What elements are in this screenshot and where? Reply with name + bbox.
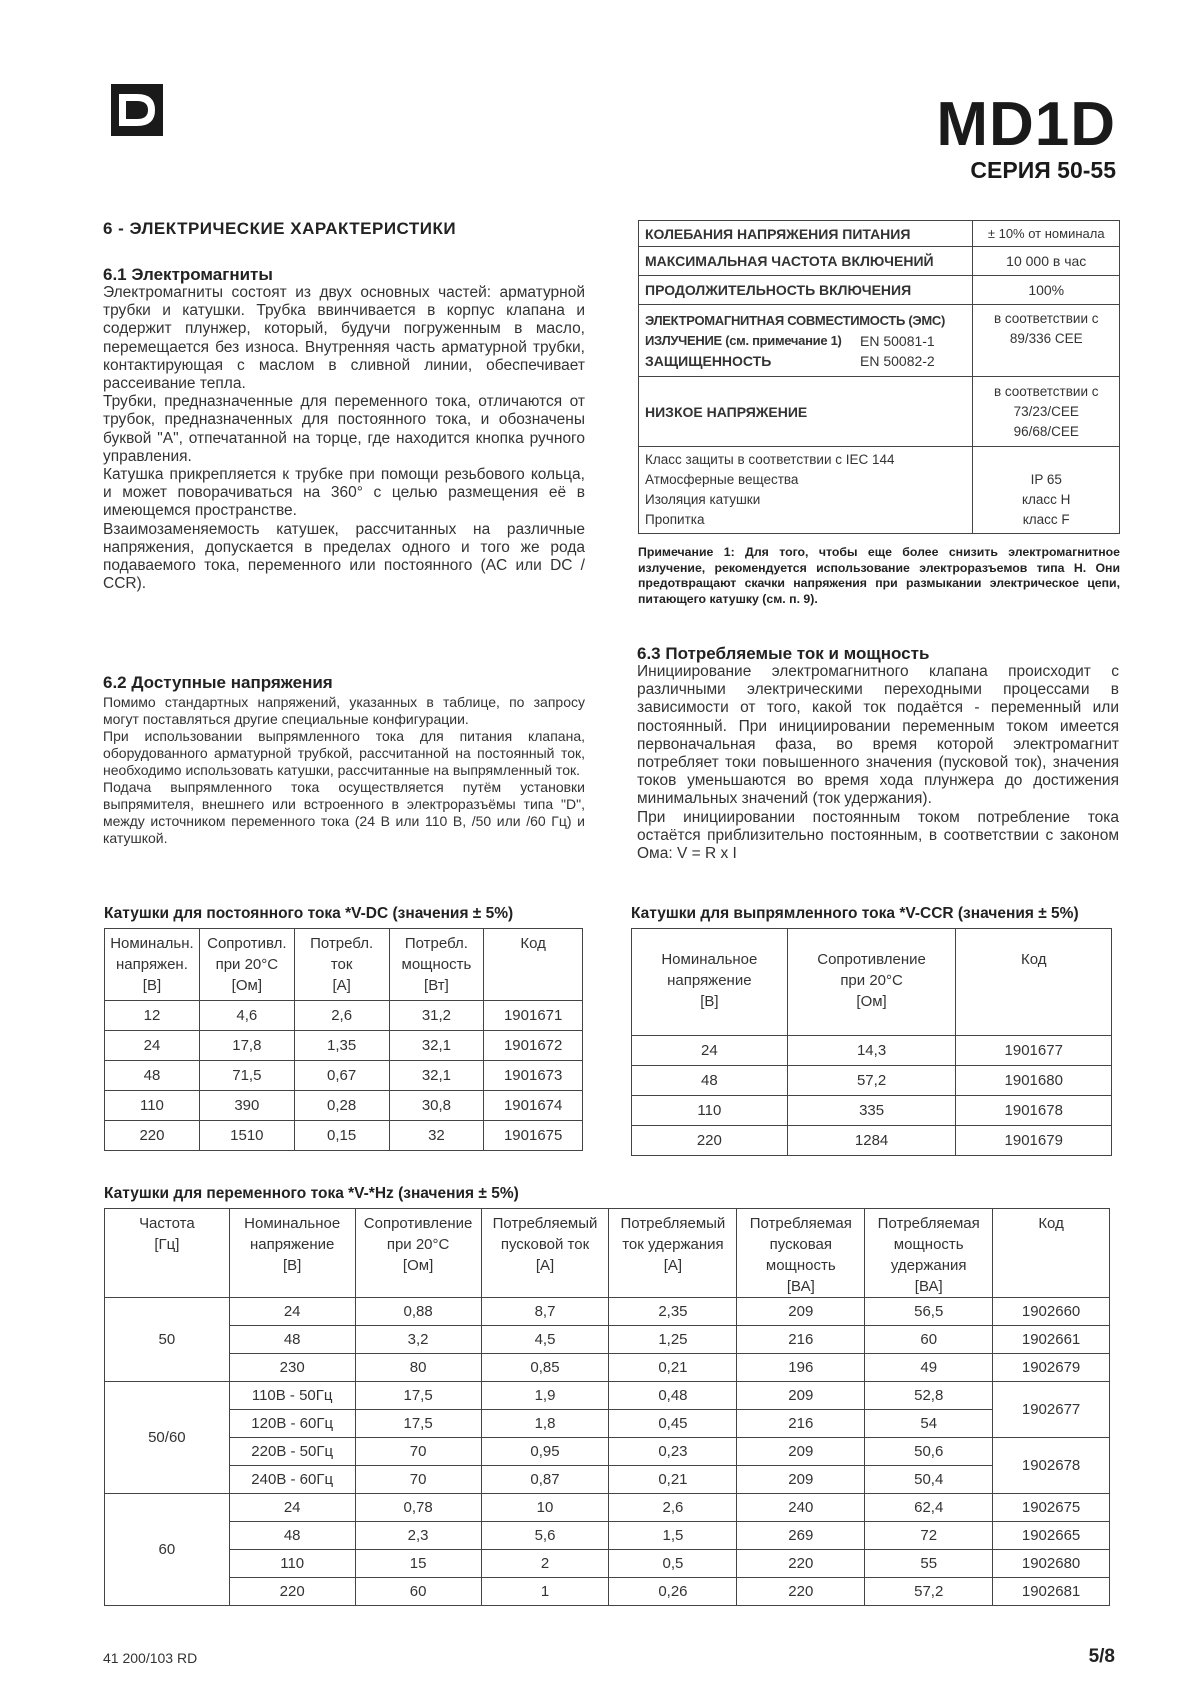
spec-row: [639, 247, 1120, 276]
table-row: [105, 1121, 583, 1151]
table-cell: 0,87: [481, 1466, 609, 1494]
ccr-coil-table: [631, 928, 1112, 1156]
table-cell: 240В - 60Гц: [229, 1466, 355, 1494]
code-cell: 1902678: [993, 1438, 1110, 1494]
table-cell: 50,4: [865, 1466, 993, 1494]
logo-d-icon: [111, 84, 163, 136]
header-cell: [294, 929, 389, 1001]
table-cell: 110: [229, 1550, 355, 1578]
document-code: 41 200/103 RD: [103, 1650, 198, 1666]
header-cell: [355, 1209, 481, 1298]
table-header-row: [105, 1209, 1110, 1298]
table-cell: 209: [737, 1298, 865, 1326]
spec-row: [639, 221, 1120, 247]
page-number: 5/8: [1088, 1646, 1115, 1667]
s61-title: 6.1 Электромагниты: [103, 265, 273, 284]
s61-paragraph: Электромагниты состоят из двух основных частей: арматурной трубки и катушки. Трубка ввинчивается в корпус клапана и содержит плунжер, который, будучи погруженным в масло, перемещается без износа. Внутренняя часть арматурной трубки, контактирующая с маслом в сливной линии, обеспечивает рассеивание тепла.: [103, 284, 585, 393]
table-cell: 0,26: [609, 1578, 737, 1606]
code-cell: 1902661: [993, 1326, 1110, 1354]
header-line: при 20°C: [386, 1236, 450, 1253]
header-line: при 20°C: [840, 972, 903, 989]
emission-standard: EN 50081-1: [860, 332, 935, 349]
table-cell: 0,21: [609, 1354, 737, 1382]
table-row: [632, 1096, 1112, 1126]
table-cell: 1901673: [484, 1061, 583, 1091]
table-cell: 1901675: [484, 1121, 583, 1151]
header-line: [Ом]: [856, 993, 887, 1010]
header-line: Сопротивл.: [207, 935, 287, 952]
table-cell: 0,48: [609, 1382, 737, 1410]
frequency-cell: 50/60: [105, 1382, 230, 1494]
table-cell: 32: [389, 1121, 484, 1151]
table-cell: 1,8: [481, 1410, 609, 1438]
table-cell: 220: [632, 1126, 788, 1156]
table-cell: 57,2: [865, 1578, 993, 1606]
table-cell: 12: [105, 1001, 200, 1031]
header-line: [ВА]: [914, 1278, 943, 1295]
s61-paragraph: Трубки, предназначенные для переменного тока, отличаются от трубок, предназначенных для постоянного тока, и обозначены буквой "А", отпечатанной на торце, где находится кнопка ручного управления.: [103, 393, 585, 465]
table-cell: 1901679: [956, 1126, 1112, 1156]
table-cell: 0,78: [355, 1494, 481, 1522]
header-line: пусковая: [769, 1236, 832, 1253]
table-cell: 1510: [199, 1121, 294, 1151]
table-cell: 4,6: [199, 1001, 294, 1031]
table-row: [105, 1410, 1110, 1438]
spec-label-emc: [639, 305, 973, 377]
table-cell: 14,3: [787, 1036, 956, 1066]
header-line: при 20°C: [215, 956, 279, 973]
s61-paragraph: Катушка прикрепляется к трубке при помощи резьбового кольца, и может поворачиваться на 360° с целью размещения её в имеющемся пространстве.: [103, 466, 585, 520]
table-cell: 31,2: [389, 1001, 484, 1031]
table-cell: 24: [229, 1494, 355, 1522]
ccr-table-caption: Катушки для выпрямленного тока *V-CCR (значения ± 5%): [631, 905, 1079, 922]
header-line: [В]: [142, 977, 162, 994]
s62-paragraph: Помимо стандартных напряжений, указанных в таблице, по запросу могут поставляться другие специальные конфигурации.: [103, 694, 585, 727]
table-cell: 57,2: [787, 1066, 956, 1096]
code-cell: 1902675: [993, 1494, 1110, 1522]
table-cell: 17,5: [355, 1382, 481, 1410]
table-row: [105, 1466, 1110, 1494]
table-cell: 1901672: [484, 1031, 583, 1061]
table-cell: 1,5: [609, 1522, 737, 1550]
header-line: удержания: [890, 1257, 967, 1274]
spec-row-lv: [639, 377, 1120, 447]
table-cell: 0,67: [294, 1061, 389, 1091]
header-line: мощность: [765, 1257, 836, 1274]
table-cell: 220: [105, 1121, 200, 1151]
table-cell: 1284: [787, 1126, 956, 1156]
table-cell: 80: [355, 1354, 481, 1382]
table-cell: 17,8: [199, 1031, 294, 1061]
s63-text: [637, 663, 1119, 863]
table-cell: 1901680: [956, 1066, 1112, 1096]
emc-emission-row: [645, 331, 966, 351]
header-line: напряжение: [249, 1236, 335, 1253]
table-cell: 60: [355, 1578, 481, 1606]
spec-table: [638, 220, 1120, 534]
header-line: [Вт]: [424, 977, 449, 994]
table-cell: 0,15: [294, 1121, 389, 1151]
protection-labels: [639, 447, 973, 534]
header-cell: [481, 1209, 609, 1298]
header-line: Потребляемая: [749, 1215, 852, 1232]
code-cell: 1902677: [993, 1382, 1110, 1438]
table-cell: 230: [229, 1354, 355, 1382]
table-cell: 62,4: [865, 1494, 993, 1522]
section-title: 6 - ЭЛЕКТРИЧЕСКИЕ ХАРАКТЕРИСТИКИ: [103, 219, 457, 238]
spec-row: [639, 276, 1120, 305]
table-header-row: [632, 929, 1112, 1036]
protection-label: Изоляция катушки: [645, 492, 761, 507]
header-line: Потребляемая: [877, 1215, 980, 1232]
frequency-cell: 50: [105, 1298, 230, 1382]
table-cell: 2,35: [609, 1298, 737, 1326]
table-cell: 70: [355, 1438, 481, 1466]
table-cell: 24: [105, 1031, 200, 1061]
table-cell: 120В - 60Гц: [229, 1410, 355, 1438]
header-cell: [956, 929, 1112, 1036]
spec-row-protection: [639, 447, 1120, 534]
table-cell: 2,6: [609, 1494, 737, 1522]
table-cell: 48: [229, 1522, 355, 1550]
header-cell: [737, 1209, 865, 1298]
protection-values: [973, 447, 1120, 534]
code-cell: 1902665: [993, 1522, 1110, 1550]
table-cell: 240: [737, 1494, 865, 1522]
header-line: Номинальн.: [110, 935, 194, 952]
emc-immunity-row: [645, 351, 966, 371]
header-line: мощность: [893, 1236, 964, 1253]
company-logo: [111, 84, 163, 136]
table-cell: 56,5: [865, 1298, 993, 1326]
frequency-cell: 60: [105, 1494, 230, 1606]
header-cell: [632, 929, 788, 1036]
table-row: [105, 1061, 583, 1091]
spec-value-emc: [973, 305, 1120, 377]
emc-value-line: в соответствии с: [993, 311, 1099, 326]
s63-title: 6.3 Потребляемые ток и мощность: [637, 644, 930, 663]
table-cell: 60: [865, 1326, 993, 1354]
table-cell: 0,45: [609, 1410, 737, 1438]
table-cell: 269: [737, 1522, 865, 1550]
table-cell: 4,5: [481, 1326, 609, 1354]
table-cell: 1,9: [481, 1382, 609, 1410]
spec-label: НИЗКОЕ НАПРЯЖЕНИЕ: [639, 377, 973, 447]
table-cell: 52,8: [865, 1382, 993, 1410]
table-cell: 2,6: [294, 1001, 389, 1031]
table-cell: 3,2: [355, 1326, 481, 1354]
table-cell: 209: [737, 1438, 865, 1466]
header-line: ток: [330, 956, 353, 973]
table-cell: 1,35: [294, 1031, 389, 1061]
table-cell: 5,6: [481, 1522, 609, 1550]
header-line: [Ом]: [402, 1257, 434, 1274]
s62-text: [103, 694, 585, 847]
header-cell: [389, 929, 484, 1001]
spec-label: ПРОДОЛЖИТЕЛЬНОСТЬ ВКЛЮЧЕНИЯ: [639, 276, 973, 305]
table-cell: 220: [737, 1550, 865, 1578]
code-cell: 1902681: [993, 1578, 1110, 1606]
table-cell: 24: [632, 1036, 788, 1066]
s61-paragraph: Взаимозаменяемость катушек, рассчитанных на различные напряжения, допускается в пределах одного и того же рода подаваемого тока, переменного или постоянного (AC или DC / CCR).: [103, 520, 585, 593]
code-cell: 1902680: [993, 1550, 1110, 1578]
table-cell: 2,3: [355, 1522, 481, 1550]
header-line: Потребл.: [404, 935, 468, 952]
header-line: [Ом]: [231, 977, 262, 994]
lv-value-line: 73/23/CEE: [1013, 403, 1079, 419]
table-cell: 50,6: [865, 1438, 993, 1466]
header-line: [ВА]: [786, 1278, 815, 1295]
header-line: ток удержания: [622, 1236, 724, 1253]
header-line: [В]: [700, 993, 719, 1010]
table-cell: 335: [787, 1096, 956, 1126]
header-cell: [105, 1209, 230, 1298]
table-cell: 0,88: [355, 1298, 481, 1326]
table-row: [105, 1522, 1110, 1550]
header-line: Код: [1020, 951, 1047, 968]
table-cell: 216: [737, 1410, 865, 1438]
table-cell: 110В - 50Гц: [229, 1382, 355, 1410]
header-line: Потребляемый: [620, 1215, 726, 1232]
header-line: мощность: [401, 956, 472, 973]
header-line: пусковой ток: [500, 1236, 590, 1253]
table-cell: 1901678: [956, 1096, 1112, 1126]
table-cell: 55: [865, 1550, 993, 1578]
table-cell: 32,1: [389, 1061, 484, 1091]
table-cell: 110: [105, 1091, 200, 1121]
table-cell: 32,1: [389, 1031, 484, 1061]
protection-value-blank: [979, 450, 1113, 470]
header-line: Частота: [139, 1215, 195, 1232]
table-cell: 0,28: [294, 1091, 389, 1121]
table-cell: 220: [229, 1578, 355, 1606]
header-cell: [787, 929, 956, 1036]
header-line: напряжение: [667, 972, 752, 989]
table-cell: 1901677: [956, 1036, 1112, 1066]
s63-paragraph: При инициировании постоянным током потребление тока остаётся приблизительно постоянным, в соответствии с законом Ома: V = R x I: [637, 808, 1119, 863]
spec-label: КОЛЕБАНИЯ НАПРЯЖЕНИЯ ПИТАНИЯ: [639, 221, 973, 247]
s63-paragraph: Инициирование электромагнитного клапана происходит с различными электрическими переходными процессами в зависимости от того, какой ток подаётся - переменный или постоянный. При инициировании переменным током имеется первоначальная фаза, во время которой электромагнит потребляет токи повышенного значения (пусковой ток), значения токов уменьшаются во время хода плунжера до достижения минимальных значений (ток удержания).: [637, 663, 1119, 808]
header-cell: [993, 1209, 1110, 1298]
table-cell: 209: [737, 1466, 865, 1494]
header-line: Код: [520, 935, 546, 952]
series-subtitle: СЕРИЯ 50-55: [970, 157, 1116, 183]
dc-table-caption: Катушки для постоянного тока *V-DC (значения ± 5%): [104, 905, 514, 922]
header-line: [А]: [332, 977, 351, 994]
table-cell: 209: [737, 1382, 865, 1410]
header-line: [Гц]: [154, 1236, 180, 1253]
table-cell: 49: [865, 1354, 993, 1382]
code-cell: 1902660: [993, 1298, 1110, 1326]
model-title: MD1D: [936, 90, 1116, 159]
table-cell: 1901671: [484, 1001, 583, 1031]
table-cell: 1: [481, 1578, 609, 1606]
s62-paragraph: Подача выпрямленного тока осуществляется путём установки выпрямителя, внешнего или встроенного в электроразъёмы типа "D", между источником переменного тока (24 В или 110 В, /50 или /60 Гц) и катушкой.: [103, 779, 585, 846]
table-cell: 17,5: [355, 1410, 481, 1438]
table-cell: 0,21: [609, 1466, 737, 1494]
table-cell: 72: [865, 1522, 993, 1550]
s61-text: [103, 284, 585, 593]
table-cell: 8,7: [481, 1298, 609, 1326]
table-row: [105, 1031, 583, 1061]
table-cell: 10: [481, 1494, 609, 1522]
table-cell: 216: [737, 1326, 865, 1354]
immunity-label: ЗАЩИЩЕННОСТЬ: [645, 352, 772, 369]
header-line: [А]: [535, 1257, 555, 1274]
header-cell: [199, 929, 294, 1001]
dc-coil-table: [104, 928, 583, 1151]
protection-label: Пропитка: [645, 512, 705, 527]
note-1: Примечание 1: Для того, чтобы еще более снизить электромагнитное излучение, рекомендуется использование электроразъемов типа H. Они предотвращают скачки напряжения при размыкании электрическое цепи, питающего катушку (см. п. 9).: [638, 545, 1120, 606]
header-line: Номинальное: [661, 951, 758, 968]
ac-coil-table: [104, 1208, 1110, 1606]
table-row: [105, 1382, 1110, 1410]
protection-value: класс F: [1022, 512, 1070, 527]
table-row: [105, 1001, 583, 1031]
table-cell: 0,5: [609, 1550, 737, 1578]
spec-value-lv: [973, 377, 1120, 447]
header-line: Потребл.: [310, 935, 374, 952]
spec-value: ± 10% от номинала: [973, 221, 1120, 247]
table-cell: 70: [355, 1466, 481, 1494]
emc-title: ЭЛЕКТРОМАГНИТНАЯ СОВМЕСТИМОСТЬ (ЭМС): [645, 312, 945, 328]
table-cell: 24: [229, 1298, 355, 1326]
protection-label: Атмосферные вещества: [645, 472, 799, 487]
table-row: [632, 1066, 1112, 1096]
table-row: [105, 1354, 1110, 1382]
table-cell: 2: [481, 1550, 609, 1578]
header-cell: [105, 929, 200, 1001]
table-cell: 0,95: [481, 1438, 609, 1466]
table-row: [105, 1298, 1110, 1326]
spec-value: 100%: [973, 276, 1120, 305]
table-cell: 1901674: [484, 1091, 583, 1121]
table-cell: 71,5: [199, 1061, 294, 1091]
lv-value-line: 96/68/CEE: [1013, 423, 1079, 439]
table-cell: 196: [737, 1354, 865, 1382]
header-line: Код: [1038, 1215, 1064, 1232]
table-cell: 48: [229, 1326, 355, 1354]
header-line: напряжен.: [116, 956, 188, 973]
immunity-standard: EN 50082-2: [860, 352, 935, 369]
protection-value: класс H: [1021, 492, 1071, 507]
table-cell: 54: [865, 1410, 993, 1438]
table-row: [105, 1326, 1110, 1354]
s62-title: 6.2 Доступные напряжения: [103, 673, 333, 692]
table-header-row: [105, 929, 583, 1001]
table-row: [632, 1036, 1112, 1066]
table-cell: 390: [199, 1091, 294, 1121]
code-cell: 1902679: [993, 1354, 1110, 1382]
header-line: [А]: [663, 1257, 683, 1274]
header-cell: [865, 1209, 993, 1298]
table-cell: 1,25: [609, 1326, 737, 1354]
spec-value: 10 000 в час: [973, 247, 1120, 276]
header-line: Потребляемый: [492, 1215, 598, 1232]
table-cell: 15: [355, 1550, 481, 1578]
header-cell: [484, 929, 583, 1001]
table-row: [105, 1091, 583, 1121]
table-cell: 0,85: [481, 1354, 609, 1382]
table-row: [105, 1438, 1110, 1466]
header-line: [В]: [283, 1257, 302, 1274]
table-row: [105, 1550, 1110, 1578]
table-cell: 48: [105, 1061, 200, 1091]
table-cell: 0,23: [609, 1438, 737, 1466]
ac-table-caption: Катушки для переменного тока *V-*Hz (значения ± 5%): [104, 1185, 519, 1202]
header-line: Номинальное: [244, 1215, 341, 1232]
table-row: [632, 1126, 1112, 1156]
table-row: [105, 1578, 1110, 1606]
header-cell: [609, 1209, 737, 1298]
s62-paragraph: При использовании выпрямленного тока для питания клапана, оборудованного арматурной трубкой, рассчитанной на постоянный ток, необходимо использовать катушки, рассчитанные на выпрямленный ток.: [103, 728, 585, 778]
emission-label: ИЗЛУЧЕНИЕ (см. примечание 1): [645, 332, 842, 348]
lv-value-line: в соответствии с: [993, 383, 1099, 399]
header-cell: [229, 1209, 355, 1298]
emc-value-line: 89/336 CEE: [1009, 331, 1083, 346]
protection-label: Класс защиты в соответствии с IEC 144: [645, 452, 895, 467]
protection-value: IP 65: [1030, 472, 1062, 487]
table-cell: 220: [737, 1578, 865, 1606]
table-cell: 220В - 50Гц: [229, 1438, 355, 1466]
header-line: Сопротивление: [817, 951, 926, 968]
table-cell: 48: [632, 1066, 788, 1096]
table-cell: 30,8: [389, 1091, 484, 1121]
spec-label: МАКСИМАЛЬНАЯ ЧАСТОТА ВКЛЮЧЕНИЙ: [639, 247, 973, 276]
table-row: [105, 1494, 1110, 1522]
spec-row-emc: [639, 305, 1120, 377]
table-cell: 110: [632, 1096, 788, 1126]
header-line: Сопротивление: [363, 1215, 473, 1232]
